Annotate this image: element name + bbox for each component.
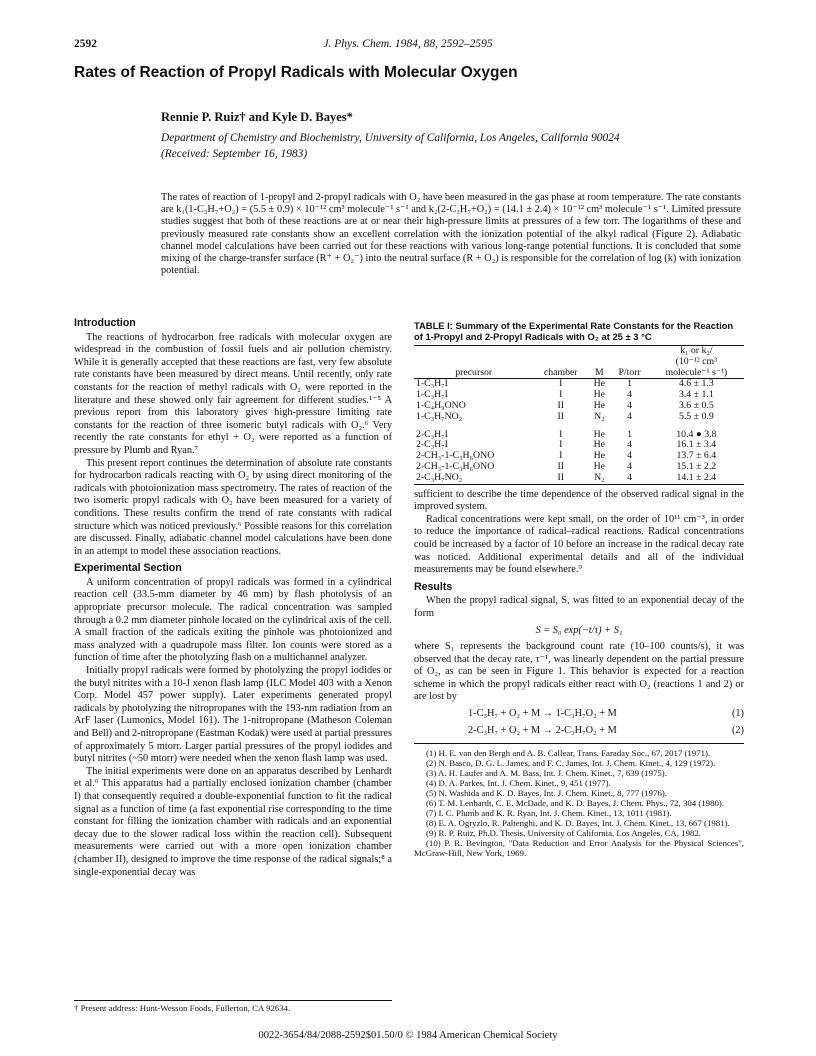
table-caption: TABLE I: Summary of the Experimental Rate Constants for the Reaction of 1-Propyl and 2-Propyl Radicals with O₂ at 25 ± 3 °C [414,320,734,342]
cell-m: He [593,378,606,390]
cell-m: He [593,439,606,451]
cell-chamber: I [559,389,563,401]
cell-chamber: I [559,450,563,462]
cell-precursor: 2-CH₃-1-C₃H₆ONO [416,460,495,472]
cell-chamber: II [557,460,565,472]
reaction-2-text: 2-C₃H₇ + O₂ + M → 2-C₃H₇O₂ + M [468,724,617,736]
cell-precursor: 2-C₃H₇I [416,439,448,451]
table-header-k-line1: k₁ or k₂/ [680,345,713,356]
reaction-1-text: 1-C₃H₇ + O₂ + M → 1-C₃H₇O₂ + M [468,708,617,720]
cell-pressure: 1 [627,378,633,390]
cell-pressure: 1 [627,428,633,440]
cell-pressure: 4 [627,410,633,422]
radical-concentration-paragraph: Radical concentrations were kept small, on the order of 10¹¹ cm⁻³, in order to reduce the importance of radical–radical reactions. Radical concentrations could be increased by a factor of 10 before an increase in the radical decay rate was noticed. Additional experimental details and all of the individual measurements may be found elsewhere.⁹ [414,513,744,576]
cell-m: N₂ [594,410,605,422]
cell-k: 3.4 ± 1.1 [678,389,714,401]
table-header-chamber: chamber [543,366,578,378]
cell-k: 14.1 ± 2.4 [676,471,717,483]
cell-m: He [593,389,606,401]
reference-item: (2) N. Basco, D. G. L. James, and F. C. James, Int. J. Chem. Kinet., 4, 129 (1972). [426,758,716,769]
cell-pressure: 4 [627,460,633,472]
cell-m: He [593,399,606,411]
table-header-k-line2: (10⁻¹² cm³ [675,355,718,367]
cell-k: 15.1 ± 2.2 [676,460,717,472]
cell-chamber: II [557,410,565,422]
decay-equation: S = S₀ exp(−t/τ) + S₁ [535,624,623,636]
cell-m: He [593,450,606,462]
cell-m: He [593,460,606,472]
continued-paragraph: sufficient to describe the time dependence of the observed radical signal in the improved system. [414,488,744,513]
abstract: The rates of reaction of 1-propyl and 2-propyl radicals with O₂ have been measured in the gas phase at room temperature. The rate constants are k₁(1-C₃H₇+O₂) = (5.5 ± 0.9) × 10⁻¹² cm³ molecule⁻¹ s⁻¹ and k₂(2-C₃H₇+O₂) = (14.1 ± 2.4) × 10⁻¹² cm³ molecule⁻¹ s⁻¹. Limited pressure studies suggest that both of these reactions are at or near their high-pressure limits at pressures of a few torr. The logarithms of these and previously measured rate constants show an excellent correlation with the ionization potential of the alkyl radical (Figure 2). Adiabatic channel model calculations have been carried out for these reactions with various long-range potential functions. It is concluded that some mixing of the charge-transfer surface (R⁺ + O₂⁻) into the neutral surface (R + O₂) is responsible for the correlation of log (k) with ionization potential. [161,192,741,277]
reaction-2 [468,725,744,738]
cell-chamber: I [559,428,563,440]
cell-precursor: 1-C₄H₉ONO [416,399,466,411]
author-footnote: † Present address: Hunt-Wesson Foods, Fullerton, CA 92634. [74,1000,392,1013]
experimental-paragraph-3: The initial experiments were done on an apparatus described by Lenhardt et al.⁶ This apparatus had a partially enclosed ionization chamber (chamber I) that consequently required a double-exponential function to fit the radical signal as a function of time (a fast exponential rise corresponding to the time constant for filling the ionization chamber with radicals and an exponential decay due to the slower radical loss within the reaction cell). Subsequent measurements were carried out with a more open ionization chamber (chamber II), designed to improve the time response of the radical signals;⁸ a single-exponential decay was [74,765,392,878]
reference-item: (9) R. P. Ruiz, Ph.D. Thesis, University of California, Los Angeles, CA, 1982. [426,828,701,839]
copyright-line: 0022-3654/84/2088-2592$01.50/0 © 1984 American Chemical Society [258,1030,558,1041]
cell-pressure: 4 [627,450,633,462]
reference-item: (8) E. A. Ogryzlo, R. Paltenghi, and K. D. Bayes, Int. J. Chem. Kinet., 13, 667 (1981). [426,818,730,829]
cell-k: 10.4 ● 3.8 [676,428,717,440]
cell-pressure: 4 [627,399,633,411]
affiliation: Department of Chemistry and Biochemistry, University of California, Los Angeles, California 90024 [161,132,620,144]
cell-k: 3.6 ± 0.5 [678,399,714,411]
intro-paragraph-2: This present report continues the determination of absolute rate constants for hydrocarbon radicals reacting with O₂ by using direct monitoring of the radicals with photoionization mass spectrometry. The rates of reaction of the two isomeric propyl radicals with O₂ have been measured for a variety of conditions. These results confirm the trend of rate constants with radical structure which was noticed previously.⁶ Possible reasons for this correlation are discussed. Finally, adiabatic channel model calculations have been done in an attempt to model these association reactions. [74,457,392,557]
cell-k: 4.6 ± 1.3 [678,378,714,390]
cell-chamber: II [557,471,565,483]
cell-k: 5.5 ± 0.9 [678,410,714,422]
table-row [414,473,744,484]
reference-item: (6) T. M. Lenhardt, C. E. McDade, and K. D. Bayes, J. Chem. Phys., 72, 304 (1980). [426,798,724,809]
cell-k: 13.7 ± 6.4 [676,450,717,462]
reference-item: (5) N. Washida and K. D. Bayes, Int. J. Chem. Kinet., 8, 777 (1976). [426,788,668,799]
cell-pressure: 4 [627,439,633,451]
cell-precursor: 2-C₃H₇I [416,428,448,440]
cell-chamber: I [559,439,563,451]
references [414,743,744,858]
reaction-1 [468,708,744,721]
rate-constants-table [414,345,744,485]
cell-m: N₂ [594,471,605,483]
intro-paragraph-1: The reactions of hydrocarbon free radicals with molecular oxygen are widespread in the combustion of fossil fuels and air pollution chemistry. While it is generally accepted that these reactions are fast, very few absolute rate constants have been measured by direct means. Until recently, only rate constants for the reaction of methyl radicals with O₂ were reported in the literature and these showed only fair agreement for different studies.¹⁻⁵ A previous report from this laboratory gives high-pressure limiting rate constants for the reaction of three isomeric butyl radicals with O₂.⁶ Very recently the rate constants for ethyl + O₂ were reported as a function of pressure by Plumb and Ryan.⁷ [74,331,392,456]
results-paragraph-1: When the propyl radical signal, S, was fitted to an exponential decay of the form [414,595,744,619]
cell-precursor: 1-C₃H₇I [416,378,448,390]
page-number: 2592 [74,38,97,50]
results-paragraph-2: where S₁ represents the background count rate (10–100 counts/s), it was observed that the decay rate, τ⁻¹, was linearly dependent on the partial pressure of O₂, as can be seen in Figure 1. This behavior is expected for a reaction scheme in which the propyl radicals either react with O₂ (reactions 1 and 2) or are lost by [414,641,744,703]
table-header-precursor: precursor [455,366,493,378]
right-column [414,320,744,858]
reaction-1-number: (1) [731,708,744,720]
experimental-paragraph-1: A uniform concentration of propyl radicals was formed in a cylindrical reaction cell (33.5-mm diameter by 46 mm) by flash photolysis of an appropriate precursor molecule. The radical concentration was sampled through a 0.2 mm diameter pinhole located on the cylindrical axis of the cell. A small fraction of the radicals exiting the pinhole was photoionized and mass analyzed with a quadrupole mass filter. Ion counts were stored as a function of time after the photolyzing flash on a multichannel analyzer. [74,576,392,664]
cell-pressure: 4 [627,389,633,401]
table-row [414,412,744,423]
reference-item: (10) P. R. Bevington, "Data Reduction and Error Analysis for the Physical Sciences", McGraw-Hill, New York, 1969. [414,838,744,859]
experimental-heading: Experimental Section [74,562,182,575]
left-column [74,317,392,879]
reference-item: (4) D. A. Parkes, Int. J. Chem. Kinet., 9, 451 (1977). [426,778,611,789]
table-header-k-line3: molecule⁻¹ s⁻¹) [665,366,728,378]
cell-precursor: 1-C₃H₇I [416,389,448,401]
cell-precursor: 2-CH₃-1-C₃H₆ONO [416,450,495,462]
reference-item: (3) A. H. Laufer and A. M. Bass, Int. J. Chem. Kinet., 7, 639 (1975). [426,768,667,779]
authors: Rennie P. Ruiz† and Kyle D. Bayes* [161,110,353,124]
cell-precursor: 1-C₃H₇NO₂ [416,410,463,422]
reference-item: (7) I. C. Plumb and K. R. Ryan, Int. J. Chem. Kinet., 13, 1011 (1981). [426,808,672,819]
reaction-2-number: (2) [731,724,744,736]
reference-item: (1) H. E. van den Bergh and A. B. Callear, Trans. Faraday Soc., 67, 2017 (1971). [426,748,711,759]
table-header-m: M [594,366,604,378]
introduction-heading: Introduction [74,317,136,329]
cell-m: He [593,428,606,440]
cell-k: 16.1 ± 3.4 [676,439,717,451]
affiliation-block [161,130,761,162]
cell-pressure: 4 [627,471,633,483]
table-header-pressure: P/torr [618,366,641,378]
experimental-paragraph-2: Initially propyl radicals were formed by photolyzing the propyl iodides or the butyl nitrites with a 10-J xenon flash lamp (ILC Model 403 with a Xenon Corp. Model 457 power supply). Later experiments generated propyl radicals by photolyzing the nitropropanes with the 193-nm radiation from an ArF laser (Lumonics, Model 161). The 1-nitropropane (Matheson Coleman and Bell) and 2-nitropropane (Eastman Kodak) were used at partial pressures of approximately 5 mtorr. Larger partial pressures of the propyl iodides and butyl nitrites (~50 mtorr) were needed when the xenon flash lamp was used. [74,665,392,765]
journal-citation: J. Phys. Chem. 1984, 88, 2592–2595 [323,38,493,50]
article-title: Rates of Reaction of Propyl Radicals with Molecular Oxygen [74,64,518,81]
cell-precursor: 2-C₃H₇NO₂ [416,471,463,483]
cell-chamber: II [557,399,565,411]
cell-chamber: I [559,378,563,390]
results-heading: Results [414,580,453,593]
received-date: (Received: September 16, 1983) [161,148,308,160]
